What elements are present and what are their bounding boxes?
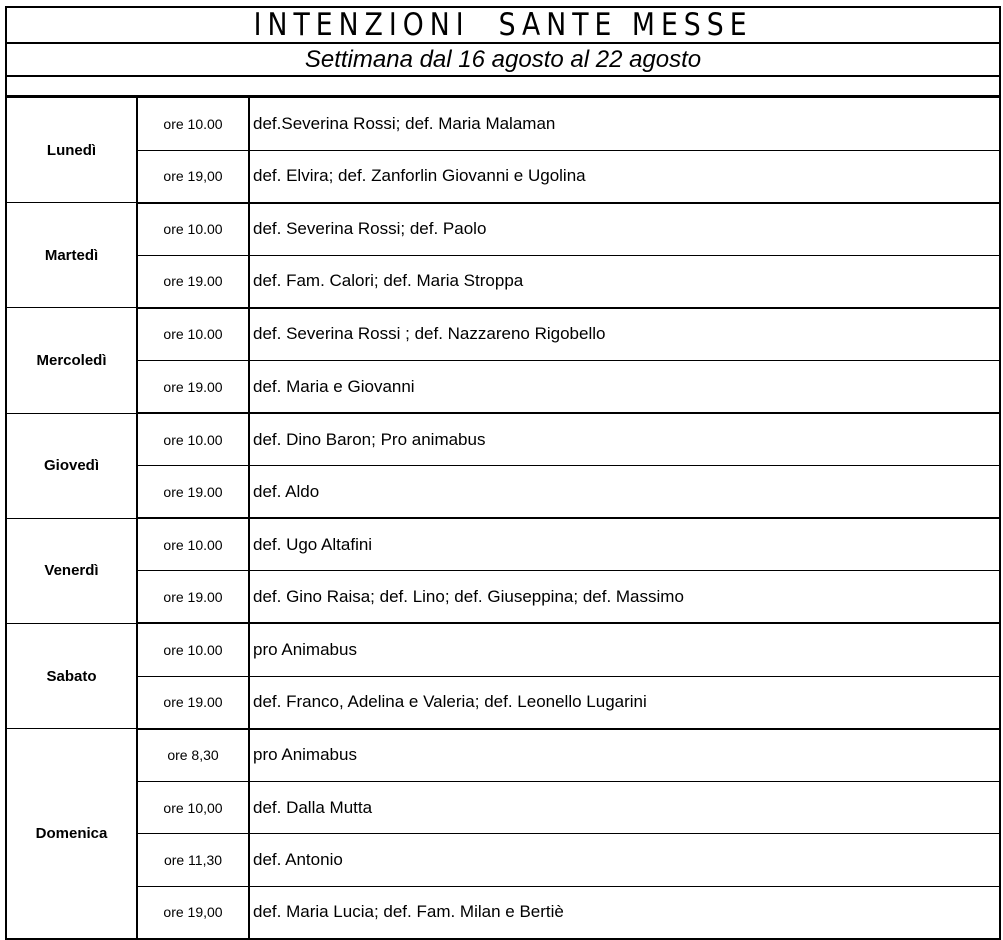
mass-intention: pro Animabus: [249, 729, 1000, 782]
table-row: [6, 150, 1000, 203]
mass-intention: def. Ugo Altafini: [249, 518, 1000, 571]
mass-time: ore 19.00: [137, 255, 249, 308]
mass-intention: def. Severina Rossi ; def. Nazzareno Rigobello: [249, 308, 1000, 361]
table-row: [6, 834, 1000, 887]
day-label: Mercoledì: [6, 308, 137, 413]
day-label: Sabato: [6, 623, 137, 728]
mass-time: ore 10,00: [137, 781, 249, 834]
mass-time: ore 19,00: [137, 886, 249, 939]
mass-intention: def. Antonio: [249, 834, 1000, 887]
spacer-row: [5, 77, 1001, 97]
page-subtitle: [5, 44, 1001, 77]
mass-intention: def. Maria Lucia; def. Fam. Milan e Bertiè: [249, 886, 1000, 939]
mass-intention: def. Dalla Mutta: [249, 781, 1000, 834]
table-row: [6, 203, 1000, 256]
mass-intention: def. Fam. Calori; def. Maria Stroppa: [249, 255, 1000, 308]
mass-intention: def.Severina Rossi; def. Maria Malaman: [249, 98, 1000, 151]
schedule-document: [5, 6, 1001, 940]
day-label: Lunedì: [6, 98, 137, 203]
mass-schedule-table: [5, 97, 1001, 940]
table-row: [6, 98, 1000, 151]
mass-time: ore 10.00: [137, 203, 249, 256]
table-row: [6, 308, 1000, 361]
page-title-text: INTENZIONI SANTE MESSE: [253, 7, 753, 43]
mass-time: ore 10.00: [137, 518, 249, 571]
mass-intention: pro Animabus: [249, 623, 1000, 676]
table-row: [6, 255, 1000, 308]
day-label: Martedì: [6, 203, 137, 308]
day-label: Giovedì: [6, 413, 137, 518]
mass-intention: def. Severina Rossi; def. Paolo: [249, 203, 1000, 256]
table-row: [6, 413, 1000, 466]
mass-time: ore 19,00: [137, 150, 249, 203]
mass-time: ore 8,30: [137, 729, 249, 782]
page-subtitle-text: Settimana dal 16 agosto al 22 agosto: [304, 45, 702, 73]
mass-time: ore 19.00: [137, 466, 249, 519]
table-row: [6, 571, 1000, 624]
mass-intention: def. Franco, Adelina e Valeria; def. Leonello Lugarini: [249, 676, 1000, 729]
mass-intention: def. Gino Raisa; def. Lino; def. Giuseppina; def. Massimo: [249, 571, 1000, 624]
mass-time: ore 10.00: [137, 98, 249, 151]
table-row: [6, 781, 1000, 834]
mass-intention: def. Elvira; def. Zanforlin Giovanni e Ugolina: [249, 150, 1000, 203]
mass-time: ore 19.00: [137, 571, 249, 624]
mass-time: ore 11,30: [137, 834, 249, 887]
day-label: Domenica: [6, 729, 137, 939]
table-row: [6, 518, 1000, 571]
table-row: [6, 886, 1000, 939]
table-row: [6, 676, 1000, 729]
table-row: [6, 466, 1000, 519]
mass-time: ore 10.00: [137, 413, 249, 466]
mass-intention: def. Maria e Giovanni: [249, 360, 1000, 413]
mass-time: ore 19.00: [137, 676, 249, 729]
mass-schedule-body: [6, 98, 1000, 940]
mass-intention: def. Dino Baron; Pro animabus: [249, 413, 1000, 466]
mass-time: ore 19.00: [137, 360, 249, 413]
table-row: [6, 360, 1000, 413]
page-title: [5, 6, 1001, 44]
mass-time: ore 10.00: [137, 308, 249, 361]
table-row: [6, 729, 1000, 782]
mass-time: ore 10.00: [137, 623, 249, 676]
table-row: [6, 623, 1000, 676]
day-label: Venerdì: [6, 518, 137, 623]
mass-intention: def. Aldo: [249, 466, 1000, 519]
